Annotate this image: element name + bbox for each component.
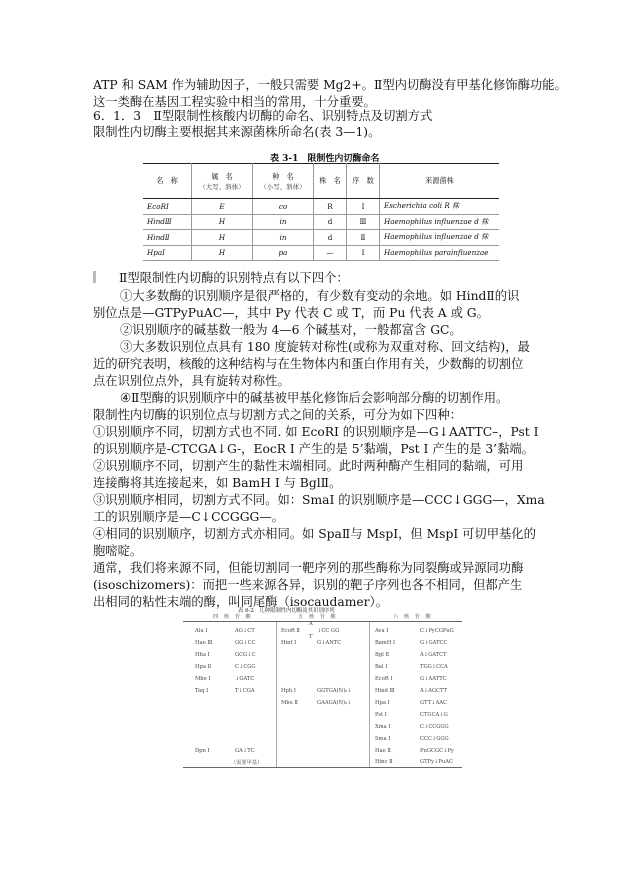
degenerate-base: A <box>309 621 313 627</box>
enzyme-name: Sma Ⅰ <box>375 736 391 742</box>
enzyme-site: C↓PyCGPuG <box>420 628 454 634</box>
enzyme-name: Ava Ⅰ <box>375 628 389 634</box>
table-row: EcoRⅠ E co R Ⅰ Escherichia coli R 株 <box>143 199 499 215</box>
enzyme-site: PuGCGC↓Py <box>420 748 454 754</box>
col-header-genus: 属 名 （大写、斜体） <box>192 164 253 199</box>
enzyme-name: EcoR Ⅰ <box>375 676 393 682</box>
enzyme-name: Hph Ⅰ <box>281 688 296 694</box>
enzyme-site: GTPy↓PuAC <box>420 759 453 765</box>
paragraph-line: 通常，我们将来源不同，但能切割同一靶序列的那些酶称为同裂酶或异源同功酶 <box>93 561 524 575</box>
enzyme-site: G↓AATTC <box>420 676 447 682</box>
enzyme-site: A↓AGCTT <box>420 688 447 694</box>
enzyme-site: CCC↓GGG <box>420 736 449 742</box>
col-header-five: 五 核 苷 酸 <box>298 614 338 620</box>
paragraph-line: ④Ⅱ型酶的识别顺序中的碱基被甲基化修饰后会影响部分酶的切割作用。 <box>120 391 509 405</box>
table-row: HindⅢ H in d Ⅲ Haemophilus influenzae d 株 <box>143 214 499 230</box>
enzyme-site: T↓CGA <box>235 688 255 694</box>
paragraph-line: ③识别顺序相同，切割方式不同。如：SmaI 的识别顺序是—CCC↓GGG—，Xma <box>93 493 545 507</box>
enzyme-name: Hae Ⅱ <box>375 748 391 754</box>
col-header-source: 来源菌株 <box>380 164 500 199</box>
enzyme-name: EcoR Ⅱ <box>281 628 300 634</box>
table-3-1-title: 表 3-1 限制性内切酶命名 <box>270 154 380 164</box>
enzyme-name: Hha Ⅰ <box>195 652 210 658</box>
enzyme-site: GGTGA(N)₈↓ <box>317 688 352 694</box>
enzyme-site: G↓ANTC <box>317 640 342 646</box>
paragraph-line: ③大多数识别位点具有 180 度旋转对称性(或称为双重对称、回文结构)，最 <box>120 340 530 354</box>
enzyme-site: ↓GATC <box>235 676 255 682</box>
paragraph-line: ATP 和 SAM 作为辅助因子，一般只需要 Mg2+。Ⅱ型内切酶没有甲基化修饰酶功能。 <box>93 78 567 92</box>
enzyme-name: Hae Ⅲ <box>195 640 213 646</box>
enzyme-site: GG↓CC <box>235 640 256 646</box>
degenerate-base: T <box>309 634 313 640</box>
paragraph-line: ①大多数酶的识别顺序是很严格的，有少数有变动的余地。如 HindⅡ的识 <box>120 289 520 303</box>
paragraph-line: Ⅱ型限制性内切酶的识别特点有以下四个： <box>119 271 349 285</box>
margin-marker <box>93 271 96 283</box>
enzyme-site: TGG↓CCA <box>420 664 448 670</box>
paragraph-line: 限制性内切酶主要根据其来源菌株所命名(表 3—1)。 <box>93 125 381 139</box>
enzyme-name: Hinc Ⅱ <box>375 759 393 765</box>
col-header-four: 四 核 苷 酸 <box>213 614 253 620</box>
table-row: HindⅡ H in d Ⅱ Haemophilus influenzae d 株 <box>143 230 499 246</box>
enzyme-name: Mbo Ⅱ <box>281 700 298 706</box>
enzyme-name: Hind Ⅲ <box>375 688 395 694</box>
col-header-strain: 株 名 <box>314 164 347 199</box>
paragraph-line: ④相同的识别顺序，切割方式亦相同。如 SpaⅡ与 MspI，但 MspI 可切甲基化的 <box>93 527 536 541</box>
enzyme-site: AG↓CT <box>235 628 255 634</box>
enzyme-site: GA↓TC <box>235 748 255 754</box>
table-note: （需要甲基） <box>231 760 263 766</box>
table-3-1 <box>143 163 499 261</box>
column-divider <box>369 622 370 767</box>
table-6-2-title: 表 6-2 几种限制性内切酶及其识别序列 <box>238 608 335 614</box>
enzyme-name: Mbo Ⅰ <box>195 676 211 682</box>
paragraph-line: ①识别顺序不同，切割方式也不同. 如 EcoRI 的识别顺序是—G↓AATTC–，Pst I <box>93 425 539 439</box>
paragraph-line: 这一类酶在基因工程实验中相当的常用，十分重要。 <box>93 95 376 109</box>
paragraph-line: 出相同的粘性末端的酶，叫同尾酶（isocaudamer）。 <box>93 595 388 609</box>
col-header-species: 种 名 （小写、斜体） <box>253 164 314 199</box>
enzyme-name: BamH Ⅰ <box>375 640 396 646</box>
table-6-2 <box>183 606 462 766</box>
paragraph-line: 工的识别顺序是—C↓CCGGG—。 <box>93 510 284 524</box>
col-header-order: 序 数 <box>347 164 380 199</box>
enzyme-name: Hpa Ⅰ <box>375 700 390 706</box>
paragraph-line: 胞嘧啶。 <box>93 544 143 558</box>
table-row: HpaⅠ H pa — Ⅰ Haemophilus parainfluenzae <box>143 245 499 261</box>
paragraph-line: 点在识别位点外，具有旋转对称性。 <box>93 374 290 388</box>
paragraph-line: 的识别顺序是-CTCGA↓G-，EocR I 产生的是 5’黏端，Pst I 产生的是 3’黏端。 <box>93 442 534 456</box>
enzyme-name: Bal Ⅰ <box>375 664 388 670</box>
col-header-six: 六 核 苷 酸 <box>393 614 433 620</box>
enzyme-name: Alu Ⅰ <box>195 628 208 634</box>
enzyme-name: Bgl Ⅱ <box>375 652 389 658</box>
enzyme-site: C↓CGG <box>235 664 256 670</box>
paragraph-line: 别位点是—GTPyPuAC—，其中 Py 代表 C 或 T，而 Pu 代表 A 或 G。 <box>93 306 489 320</box>
paragraph-line: (isoschizomers)：而把一些来源各异，识别的靶子序列也各不相同，但都产生 <box>93 578 523 592</box>
enzyme-name: Dpn Ⅰ <box>195 748 210 754</box>
table-6-2-grid <box>183 621 462 768</box>
enzyme-name: Xma Ⅰ <box>375 724 391 730</box>
paragraph-line: 近的研究表明，核酸的这种结构与在生物体内和蛋白作用有关，少数酶的切割位 <box>93 357 524 371</box>
enzyme-site: G↓GATCC <box>420 640 448 646</box>
column-divider <box>276 622 277 767</box>
enzyme-site: GAAGA(N)₈↓ <box>317 700 352 706</box>
enzyme-site: C↓CCGGG <box>420 724 449 730</box>
col-header-name: 名 称 <box>143 164 192 199</box>
section-heading: 6．1．3 Ⅱ型限制性核酸内切酶的命名、识别特点及切割方式 <box>93 109 433 123</box>
enzyme-name: Taq Ⅰ <box>195 688 209 694</box>
enzyme-site: ↓CC GG <box>317 628 340 634</box>
enzyme-name: Pst Ⅰ <box>375 712 387 718</box>
paragraph-line: 限制性内切酶的识别位点与切割方式之间的关系，可分为如下四种： <box>93 408 462 422</box>
enzyme-name: Hinf Ⅰ <box>281 640 297 646</box>
enzyme-site: GCG↓C <box>235 652 256 658</box>
paragraph-line: ②识别顺序不同，切割产生的黏性末端相同。此时两种酶产生相同的黏端，可用 <box>93 459 524 473</box>
paragraph-line: ②识别顺序的碱基数一般为 4—6 个碱基对，一般都富含 GC。 <box>120 323 462 337</box>
paragraph-line: 连接酶将其连接起来，如 BamH I 与 BglⅡ。 <box>93 476 342 490</box>
enzyme-site: CTGCA↓G <box>420 712 448 718</box>
enzyme-site: A↓GATCT <box>420 652 447 658</box>
enzyme-site: GTT↓AAC <box>420 700 447 706</box>
enzyme-name: Hpa Ⅱ <box>195 664 212 670</box>
